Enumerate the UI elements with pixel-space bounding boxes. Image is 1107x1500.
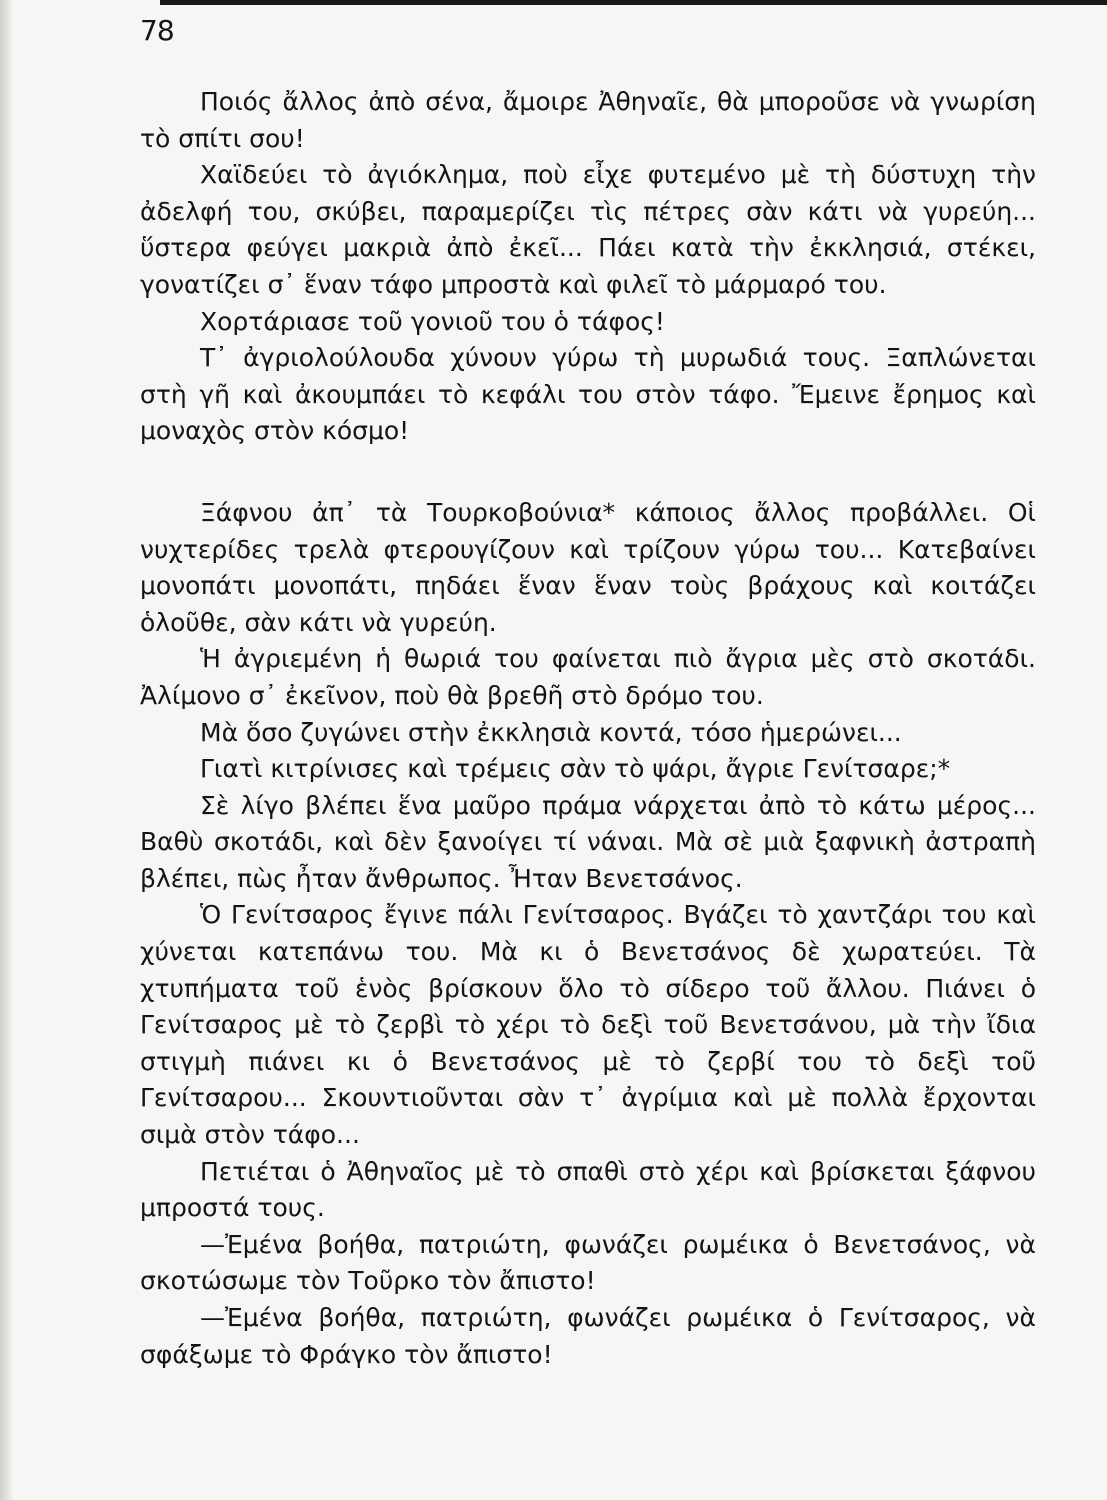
page-number: 78 [140, 14, 174, 47]
paragraph-1: Ποιός ἄλλος ἀπὸ σένα, ἄμοιρε Ἀθηναῖε, θὰ μποροῦσε νὰ γνωρίση τὸ σπίτι σου! [140, 87, 1036, 153]
paragraph-4: Τ᾿ ἀγριολούλουδα χύνουν γύρω τὴ μυρωδιά τους. Ξαπλώνεται στὴ γῆ καὶ ἀκουμπάει τὸ κεφάλι του στὸν τάφο. Ἔμεινε ἔρημος καὶ μοναχὸς στὸν κόσμο! [140, 343, 1036, 446]
page-gutter-shadow [0, 0, 14, 1500]
paragraph-11: Πετιέται ὁ Ἀθηναῖος μὲ τὸ σπαθὶ στὸ χέρι καὶ βρίσκεται ξάφνου μπροστά τους. [140, 1156, 1036, 1223]
paragraph-2: Χαϊδεύει τὸ ἀγιόκλημα, ποὺ εἶχε φυτεμένο μὲ τὴ δύστυχη τὴν ἀδελφή του, σκύβει, παραμερίζει τὶς πέτρες σὰν κάτι νὰ γυρεύη... ὕστερα φεύγει μακριὰ ἀπὸ ἐκεῖ... Πάει κατὰ τὴν ἐκκλησιά, στέκει, γονατίζει σ᾿ ἕναν τάφο μπροστὰ καὶ φιλεῖ τὸ μάρμαρό του. [140, 160, 1036, 299]
paragraph-9: Σὲ λίγο βλέπει ἕνα μαῦρο πράμα νάρχεται ἀπὸ τὸ κάτω μέρος... Βαθὺ σκοτάδι, καὶ δὲν ξανοίγει τί νάναι. Μὰ σὲ μιὰ ξαφνικὴ ἀστραπὴ βλέπει, πὼς ἦταν ἄνθρωπος. Ἦταν Βενετσάνος. [140, 790, 1036, 893]
paragraph-5: Ξάφνου ἀπ᾿ τὰ Τουρκοβούνια* κάποιος ἄλλος προβάλλει. Οἱ νυχτερίδες τρελὰ φτερουγίζουν καὶ τρίζουν γύρω του... Κατεβαίνει μονοπάτι μονοπάτι, πηδάει ἕναν ἕναν τοὺς βράχους καὶ κοιτάζει ὁλοῦθε, σὰν κάτι νὰ γυρεύη. [140, 497, 1036, 637]
paragraph-3: Χορτάριασε τοῦ γονιοῦ του ὁ τάφος! [200, 306, 665, 336]
body-text [140, 84, 1036, 1373]
paragraph-7: Μὰ ὅσο ζυγώνει στὴν ἐκκλησιὰ κοντά, τόσο ἡμερώνει... [200, 717, 902, 747]
paragraph-12: —Ἐμένα βοήθα, πατριώτη, φωνάζει ρωμέικα ὁ Βενετσάνος, νὰ σκοτώσωμε τὸν Τοῦρκο τὸν ἄπιστο! [140, 1229, 1036, 1296]
paragraph-6: Ἡ ἀγριεμένη ἡ θωριά του φαίνεται πιὸ ἄγρια μὲς στὸ σκοτάδι. Ἀλίμονο σ᾿ ἐκεῖνον, ποὺ θὰ βρεθῆ στὸ δρόμο του. [140, 644, 1036, 710]
top-border-rule [160, 0, 1107, 5]
paragraph-8: Γιατὶ κιτρίνισες καὶ τρέμεις σὰν τὸ ψάρι, ἄγριε Γενίτσαρε;* [200, 754, 951, 784]
paragraph-10: Ὁ Γενίτσαρος ἔγινε πάλι Γενίτσαρος. Βγάζει τὸ χαντζάρι του καὶ χύνεται κατεπάνω του. Μὰ κι ὁ Βενετσάνος δὲ χωρατεύει. Τὰ χτυπήματα τοῦ ἑνὸς βρίσκουν ὅλο τὸ σίδερο τοῦ ἄλλου. Πιάνει ὁ Γενίτσαρος μὲ τὸ ζερβὶ τὸ χέρι τὸ δεξὶ τοῦ Βενετσάνου, μὰ τὴν ἴδια στιγμὴ πιάνει κι ὁ Βενετσάνος μὲ τὸ ζερβί του τὸ δεξὶ τοῦ Γενίτσαρου... Σκουντιοῦνται σὰν τ᾿ ἀγρίμια καὶ μὲ πολλὰ ἔρχονται σιμὰ στὸν τάφο... [140, 900, 1036, 1150]
paragraph-13: —Ἐμένα βοήθα, πατριώτη, φωνάζει ρωμέικα ὁ Γενίτσαρος, νὰ σφάξωμε τὸ Φράγκο τὸν ἄπιστο! [140, 1303, 1036, 1369]
